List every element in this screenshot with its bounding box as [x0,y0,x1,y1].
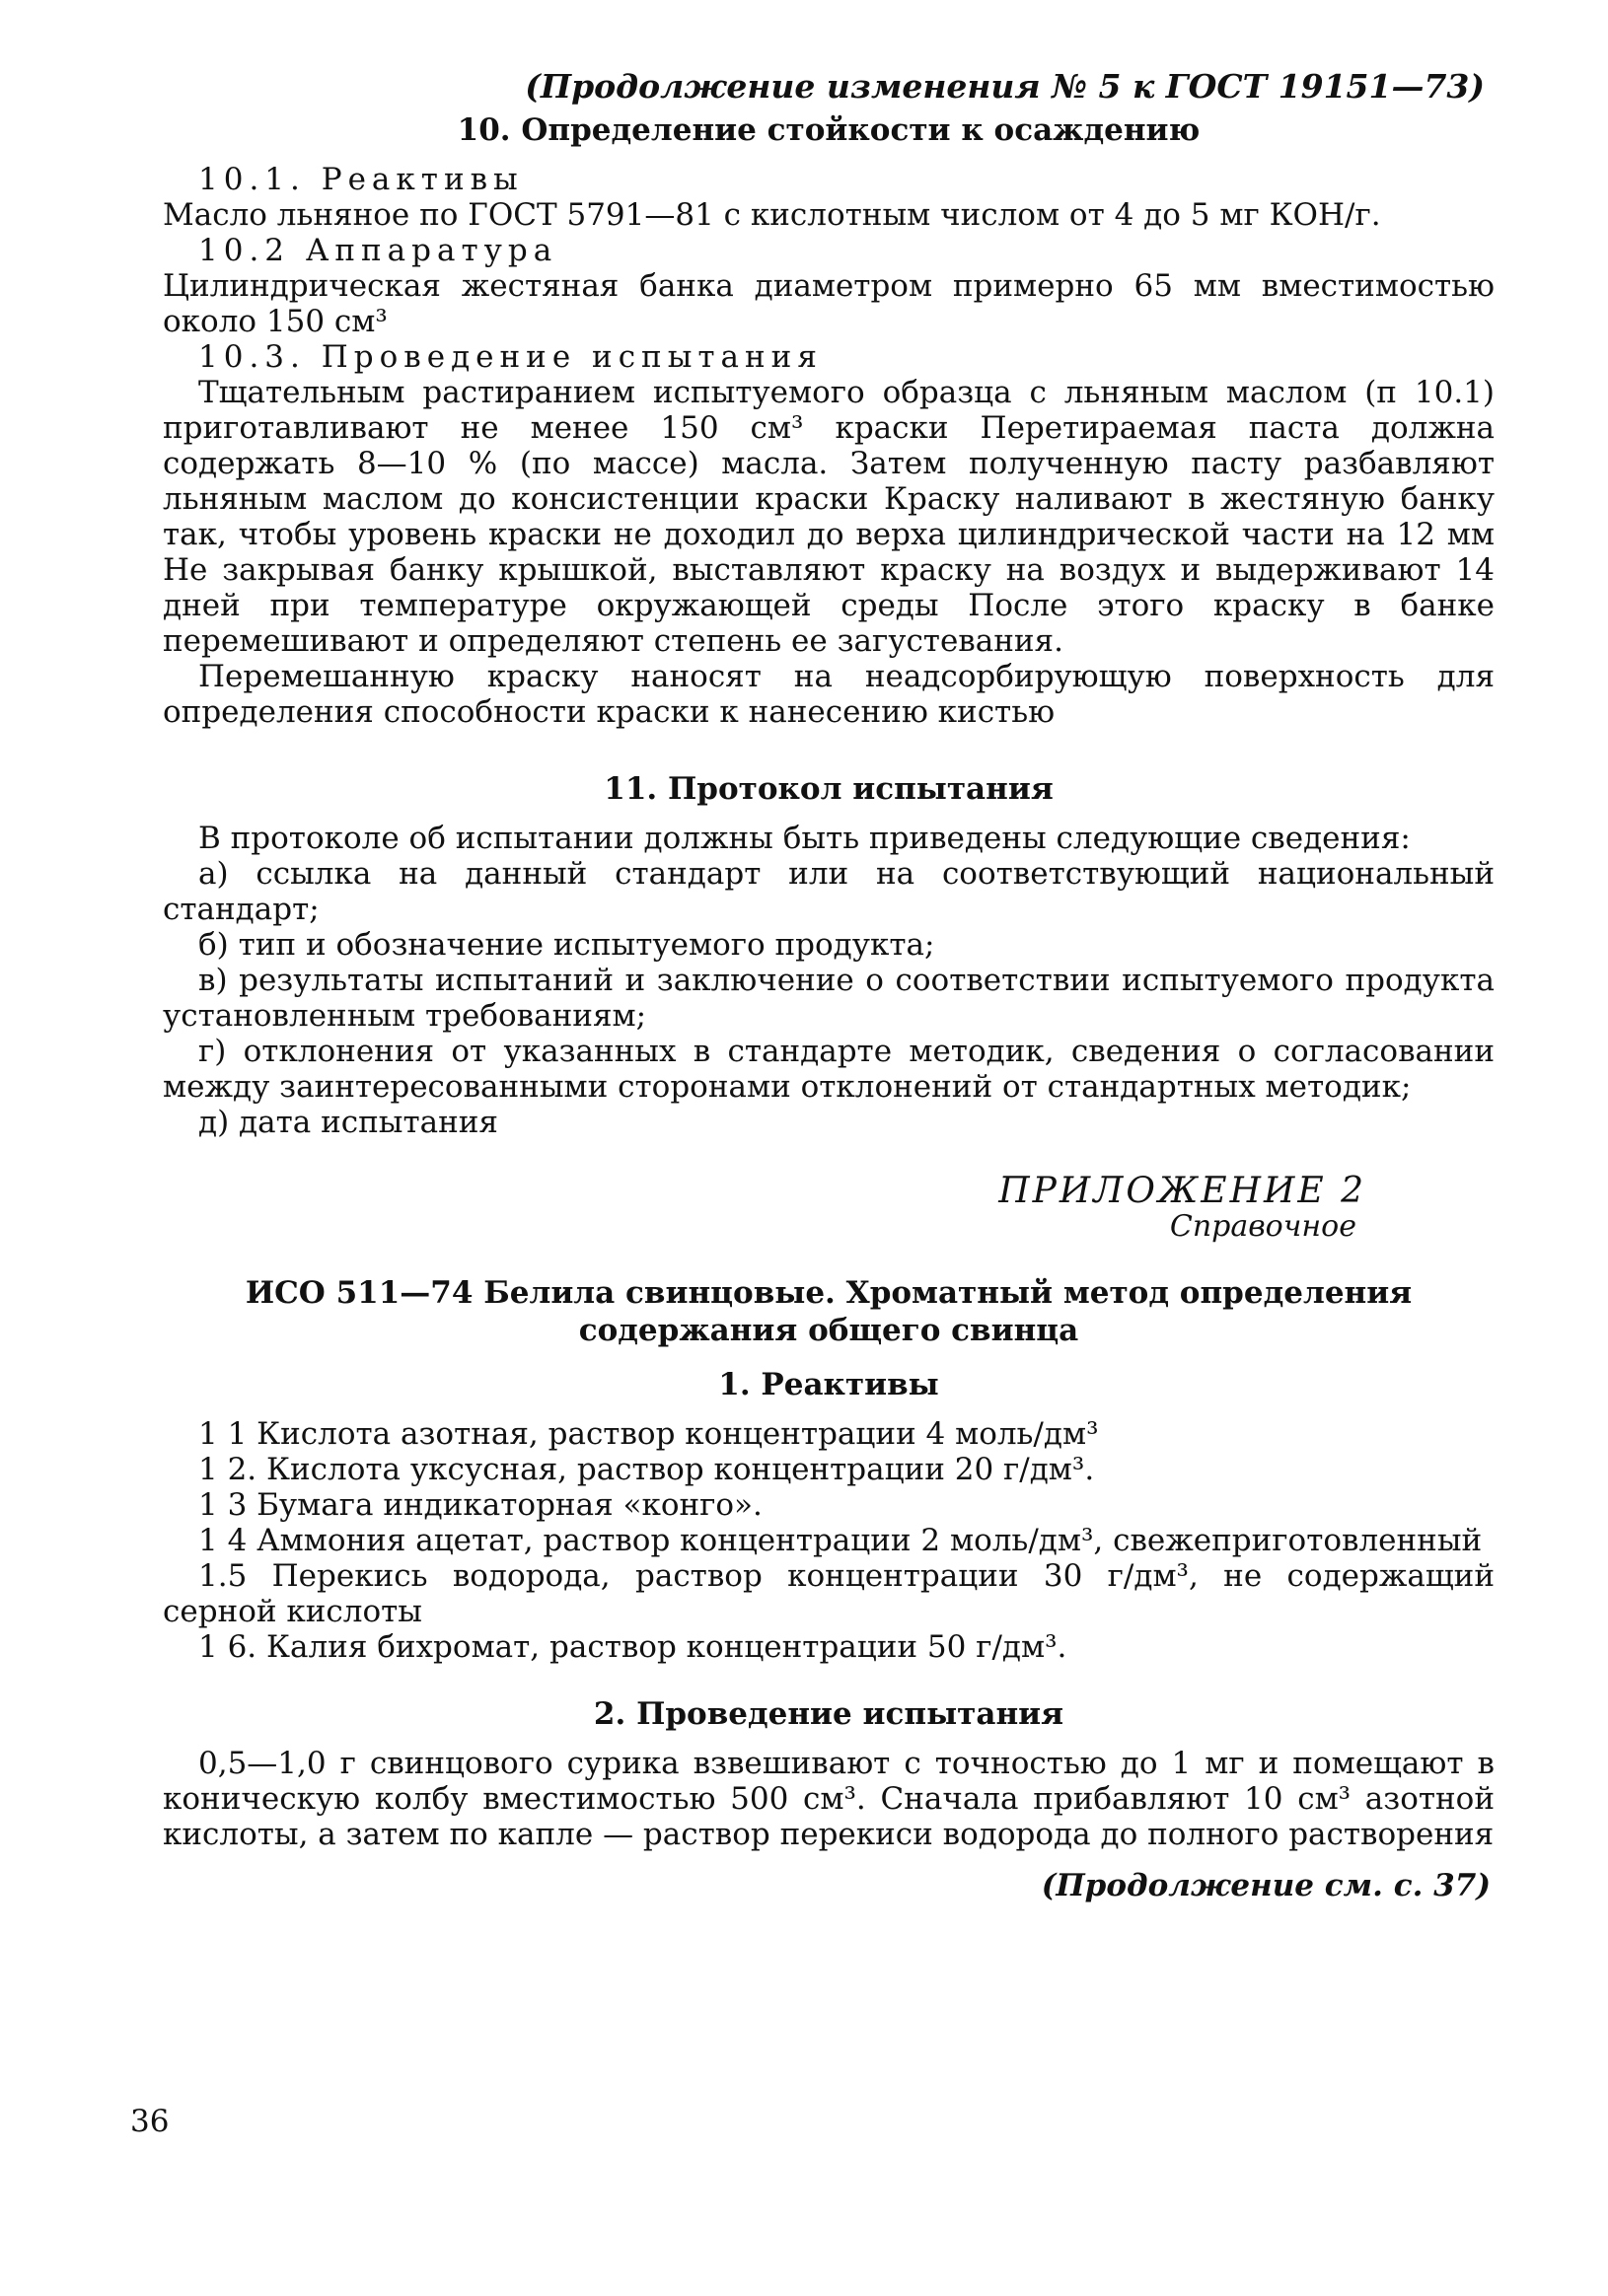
list-item: а) ссылка на данный стандарт или на соответствующий национальный стандарт; [163,856,1495,927]
procedure-title: 2. Проведение испытания [593,1696,1064,1732]
section-10-3-text: Тщательным растиранием испытуемого образца с льняным маслом (п 10.1) приготавливают не менее 150 см³ краски Перетираемая паста должна содержать 8—10 % (по массе) масла. Затем полученную пасту разбавляют льняным маслом до консистенции краски Краску наливают в жестяную банку так, чтобы уровень краски не доходил до верха цилиндрической части на 12 мм Не закрывая банку крышкой, выставляют краску на воздух и выдерживают 14 дней при температуре окружающей среды После этого краску в банке перемешивают и определяют степень ее загустевания. [163,375,1495,659]
list-item: 1 3 Бумага индикаторная «конго». [198,1487,763,1523]
page-header: (Продолжение изменения № 5 к ГОСТ 19151—73) [525,67,1485,106]
section-10-3-text-2: Перемешанную краску наносят на неадсорбирующую поверхность для определения способности краски к нанесению кистью [163,659,1495,730]
list-item: б) тип и обозначение испытуемого продукта; [198,927,935,963]
list-item: 1 4 Аммония ацетат, раствор концентрации 2 моль/дм³, свежеприготовленный [198,1523,1483,1558]
list-item: 1 6. Калия бихромат, раствор концентрации 50 г/дм³. [198,1629,1067,1665]
list-item: 1.5 Перекись водорода, раствор концентрации 30 г/дм³, не содержащий серной кислоты [163,1558,1495,1629]
section-10-2-heading: 10.2 Аппаратура [198,233,558,268]
procedure-text: 0,5—1,0 г свинцового сурика взвешивают с точностью до 1 мг и помещают в коническую колбу вместимостью 500 см³. Сначала прибавляют 10 см³ азотной кислоты, а затем по капле — раствор перекиси водорода до полного растворения [163,1746,1495,1852]
list-item: г) отклонения от указанных в стандарте методик, сведения о согласовании между заинтересованными сторонами отклонений от стандартных методик; [163,1034,1495,1105]
list-item: 1 2. Кислота уксусная, раствор концентрации 20 г/дм³. [198,1452,1095,1487]
appendix-title: ПРИЛОЖЕНИЕ 2 [998,1171,1366,1211]
section-10-1-heading: 10.1. Реактивы [198,162,524,197]
list-item: д) дата испытания [198,1105,498,1140]
section-11-title: 11. Протокол испытания [604,771,1054,807]
section-11-intro: В протоколе об испытании должны быть приведены следующие сведения: [198,821,1411,856]
page-number: 36 [130,2104,170,2139]
iso-title-line-1: ИСО 511—74 Белила свинцовые. Хроматный метод определения [245,1275,1413,1311]
section-10-1-text: Масло льняное по ГОСТ 5791—81 с кислотным числом от 4 до 5 мг КОН/г. [163,197,1381,233]
section-10-title: 10. Определение стойкости к осаждению [457,112,1201,148]
section-10-2-text: Цилиндрическая жестяная банка диаметром примерно 65 мм вместимостью около 150 см³ [163,268,1495,339]
list-item: в) результаты испытаний и заключение о соответствии испытуемого продукта установленным требованиям; [163,963,1495,1034]
iso-title [163,1274,1495,1349]
reagents-title: 1. Реактивы [718,1367,939,1402]
iso-title-line-2: содержания общего свинца [578,1313,1079,1348]
section-10-3-heading: 10.3. Проведение испытания [198,339,823,375]
appendix-subtitle: Справочное [1169,1209,1356,1244]
appendix-label [163,1171,1366,1245]
list-item: 1 1 Кислота азотная, раствор концентрации 4 моль/дм³ [198,1416,1099,1452]
continued-note: (Продолжение см. с. 37) [1041,1868,1491,1903]
